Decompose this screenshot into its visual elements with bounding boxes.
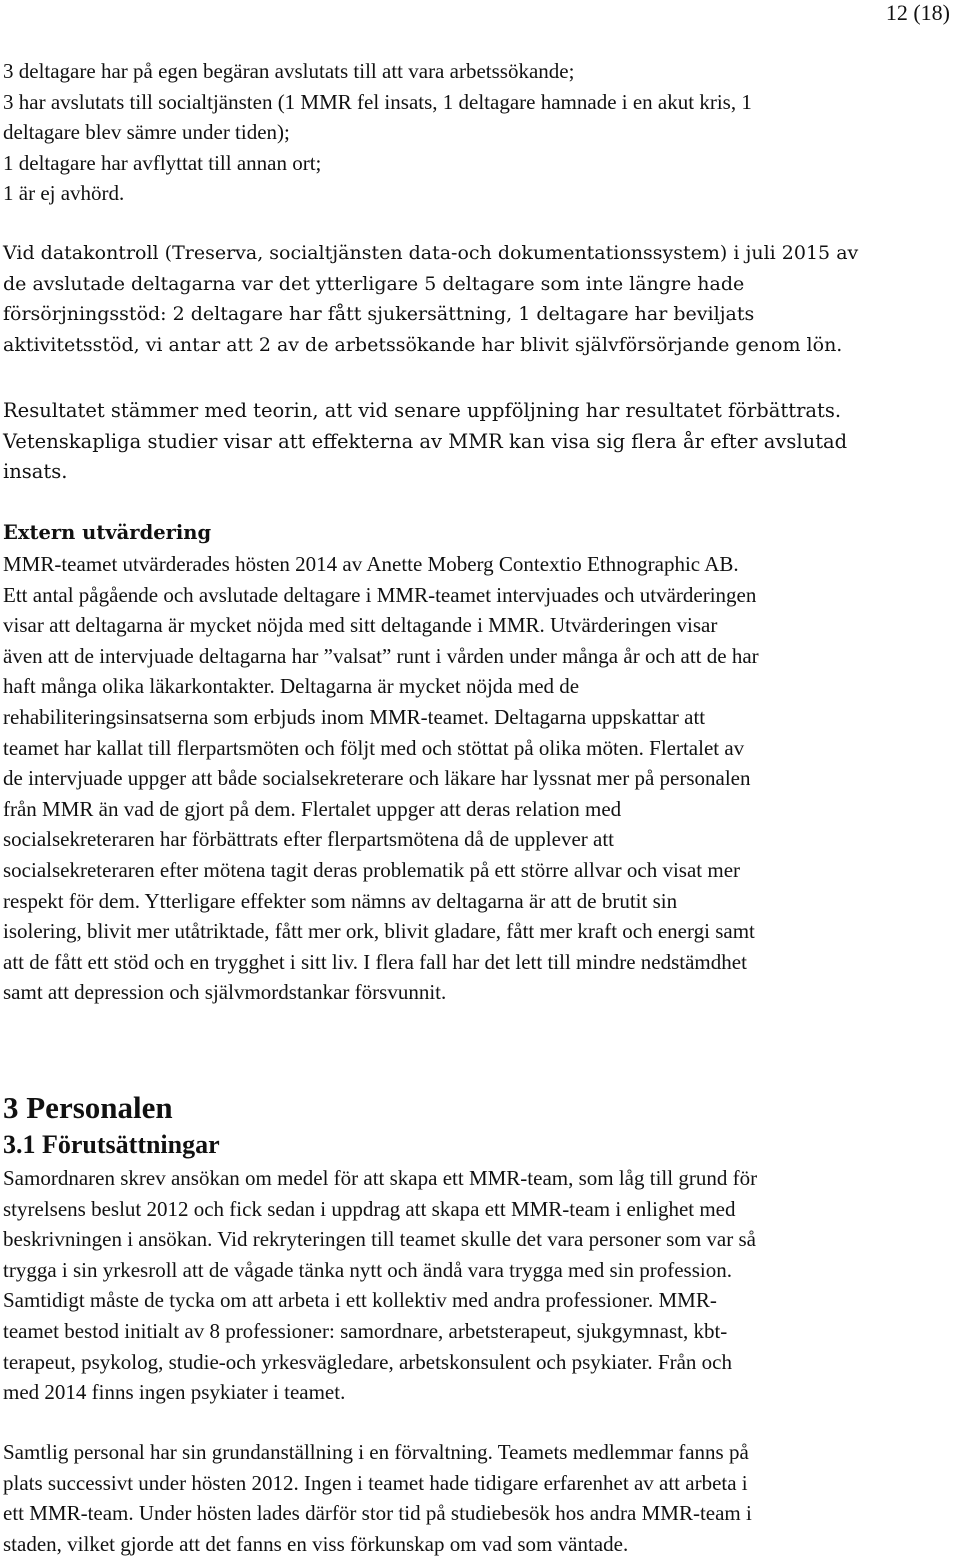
section-heading: 3 Personalen	[3, 1090, 173, 1125]
text-line: att de fått ett stöd och en trygghet i sitt liv. I flera fall har det lett till mindre nedstämdhet	[3, 949, 747, 974]
prerequisites-paragraph	[3, 1163, 954, 1408]
text-line: plats successivt under hösten 2012. Ingen i teamet hade tidigare erfarenhet av att arbeta i	[3, 1470, 748, 1495]
text-line: styrelsens beslut 2012 och fick sedan i uppdrag att skapa ett MMR-team i enlighet med	[3, 1196, 736, 1221]
text-line: de intervjuade uppger att både socialsekreterare och läkare har lyssnat mer på personalen	[3, 766, 751, 791]
text-line: insats.	[3, 460, 68, 484]
text-line: socialsekreteraren har förbättrats efter flerpartsmötena då de upplever att	[3, 827, 615, 852]
text-line: samt att depression och självmordstankar försvunnit.	[3, 980, 447, 1005]
data-control-paragraph	[3, 238, 954, 360]
text-line: aktivitetsstöd, vi antar att 2 av de arbetssökande har blivit självförsörjande genom lön.	[3, 333, 843, 356]
text-line: Vid datakontroll (Treserva, socialtjänsten data-och dokumentationssystem) i juli 2015 av	[3, 242, 859, 264]
text-line: Ett antal pågående och avslutade deltagare i MMR-teamet intervjuades och utvärderingen	[3, 582, 757, 607]
external-evaluation-paragraph	[3, 549, 954, 1008]
subsection-heading: 3.1 Förutsättningar	[3, 1130, 220, 1159]
text-line: socialsekreteraren efter mötena tagit deras problematik på ett större allvar och visat mer	[3, 857, 741, 882]
text-line: Resultatet stämmer med teorin, att vid senare uppföljning har resultatet förbättrats.	[3, 399, 842, 422]
staff-paragraph	[3, 1437, 954, 1559]
text-line: 1 deltagare har avflyttat till annan ort;	[3, 150, 322, 175]
text-line: teamet har kallat till flerpartsmöten och följt med och stöttat på olika möten. Flertalet av	[3, 735, 745, 760]
text-line: Samtlig personal har sin grundanställning i en förvaltning. Teamets medlemmar fanns på	[3, 1440, 749, 1464]
text-line: terapeut, psykolog, studie-och yrkesvägledare, arbetskonsulent och psykiater. Från och	[3, 1349, 732, 1374]
text-line: staden, vilket gjorde att det fanns en viss förkunskap om vad som väntade.	[3, 1531, 629, 1556]
text-line: rehabiliteringsinsatserna som erbjuds inom MMR-teamet. Deltagarna uppskattar att	[3, 704, 706, 729]
text-line: 3 deltagare har på egen begäran avslutats till att vara arbetssökande;	[3, 59, 575, 83]
heading-text: Extern utvärdering	[3, 521, 212, 544]
text-line: respekt för dem. Ytterligare effekter som nämns av deltagarna är att de brutit sin	[3, 888, 678, 913]
text-line: från MMR än vad de gjort på dem. Flertalet uppger att deras relation med	[3, 796, 622, 821]
text-line: även att de intervjuade deltagarna har ”valsat” runt i vården under många år och att de har	[3, 643, 759, 668]
text-line: trygga i sin yrkesroll att de vågade tänka nytt och ändå vara trygga med sin profession.	[3, 1257, 732, 1282]
text-line: försörjningsstöd: 2 deltagare har fått sjukersättning, 1 deltagare har beviljats	[3, 303, 755, 326]
participant-outcome-list	[3, 56, 954, 209]
text-line: Vetenskapliga studier visar att effekterna av MMR kan visa sig flera år efter avslutad	[3, 429, 848, 453]
text-line: MMR-teamet utvärderades hösten 2014 av Anette Moberg Contextio Ethnographic AB.	[3, 552, 739, 576]
text-line: haft många olika läkarkontakter. Deltagarna är mycket nöjda med de	[3, 674, 580, 699]
text-line: 3 har avslutats till socialtjänsten (1 MMR fel insats, 1 deltagare hamnade i en akut kris, 1	[3, 89, 752, 114]
text-line: 1 är ej avhörd.	[3, 181, 125, 206]
text-line: Samordnaren skrev ansökan om medel för att skapa ett MMR-team, som låg till grund för	[3, 1166, 758, 1190]
text-line: deltagare blev sämre under tiden);	[3, 120, 290, 145]
text-line: beskrivningen i ansökan. Vid rekryteringen till teamet skulle det vara personer som var så	[3, 1227, 756, 1252]
text-line: ett MMR-team. Under hösten lades därför stor tid på studiebesök hos andra MMR-team i	[3, 1501, 752, 1526]
text-line: teamet bestod initialt av 8 professioner: samordnare, arbetsterapeut, sjukgymnast, kbt-	[3, 1318, 728, 1343]
text-line: de avslutade deltagarna var det ytterligare 5 deltagare som inte längre hade	[3, 272, 745, 295]
external-evaluation-heading	[3, 518, 954, 549]
results-paragraph	[3, 396, 954, 488]
text-line: med 2014 finns ingen psykiater i teamet.	[3, 1380, 346, 1405]
text-line: Samtidigt måste de tycka om att arbeta i ett kollektiv med andra professioner. MMR-	[3, 1288, 717, 1313]
text-line: isolering, blivit mer utåtriktade, fått mer ork, blivit gladare, fått mer kraft och energi samt	[3, 919, 755, 944]
text-line: visar att deltagarna är mycket nöjda med sitt deltagande i MMR. Utvärderingen visar	[3, 613, 718, 638]
page-number: 12 (18)	[885, 0, 950, 25]
